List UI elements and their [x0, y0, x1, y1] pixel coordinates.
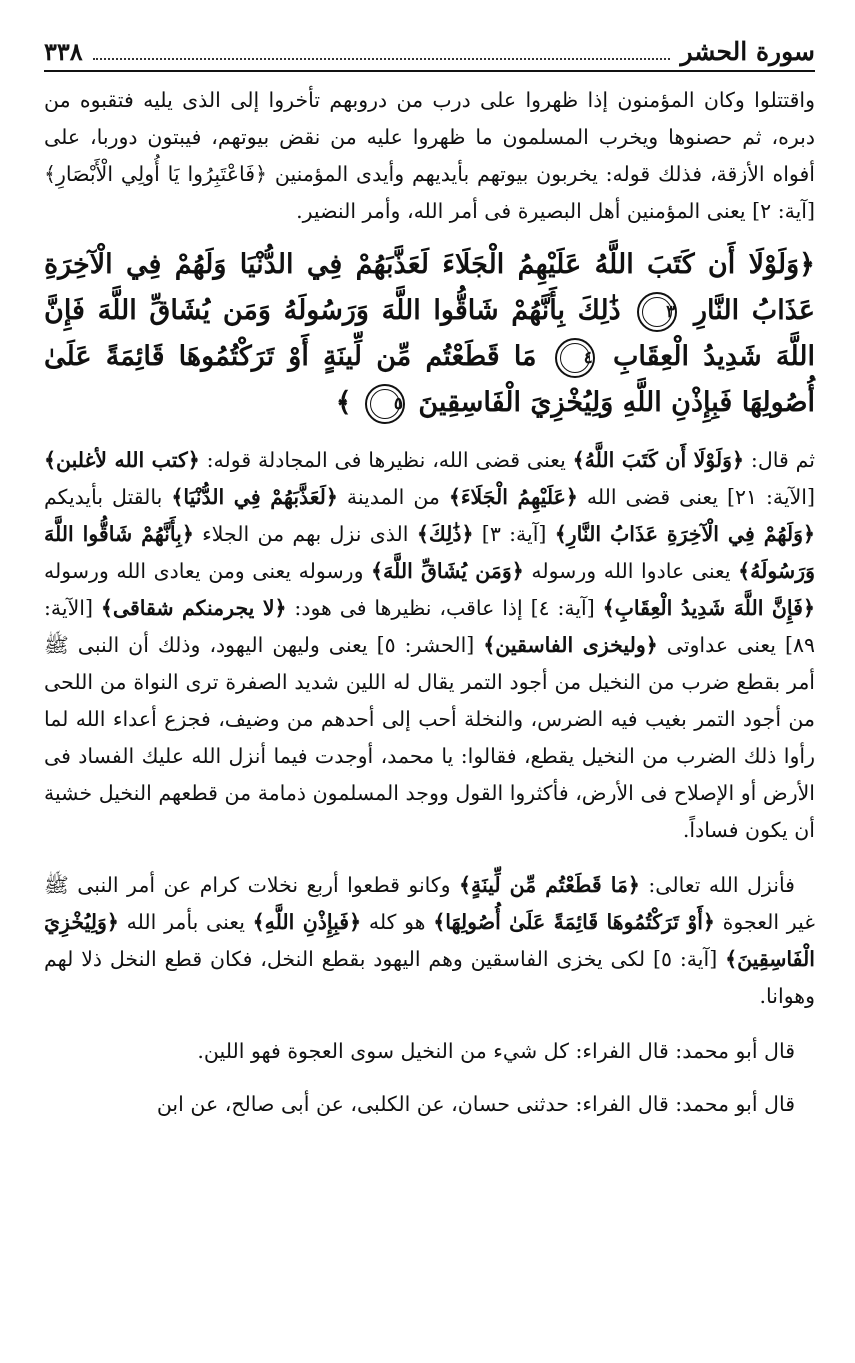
header-dotted-leader — [93, 58, 671, 60]
verse-5-text: مَا قَطَعْتُم مِّن لِّينَةٍ أَوْ تَرَكْتُمُوهَا قَائِمَةً عَلَىٰ أُصُولِهَا فَبِإِذْنِ اللَّهِ وَلِيُخْزِيَ الْفَاسِقِينَ — [44, 341, 815, 418]
text-run: ثم قال: — [744, 448, 815, 472]
text-run: يعنى بأمر الله — [118, 910, 253, 934]
text-run: وكانو قطعوا أربع نخلات كرام عن أمر النبى ﷺ غير العجوة — [44, 873, 815, 934]
quran-quote: ﴿فَبِإِذْنِ اللَّهِ﴾ — [252, 910, 362, 934]
quran-quote: ﴿لَعَذَّبَهُمْ فِي الدُّنْيَا﴾ — [171, 485, 338, 509]
text-run: [الآية: ٢١] يعنى قضى الله — [577, 485, 815, 509]
text-run: [الحشر: ٥] يعنى وليهن اليهود، وذلك أن النبى ﷺ أمر بقطع ضرب من النخيل من أجود التمر يقال له اللين شديد الصفرة ترى النواة من اللحى من أجود التمر بغيب فيه الضرس، والنخلة أحب إلى أحدهم من وضيف، فجزع أعداء الله لما رأوا ذلك الضرب من النخيل يقطع، فقالوا: يا محمد، أوجدت فيما أنزل الله عليك الفساد فى الأرض أو الإصلاح فى الأرض، فأكثروا القول ووجد المسلمون ذمامة من قطعهم النخيل خشية أن يكون فساداً. — [44, 633, 815, 842]
quran-quote: ﴿مَا قَطَعْتُم مِّن لِّينَةٍ﴾ — [459, 873, 640, 897]
text-run: [آية: ٤] إذا عاقب، نظيرها فى هود: — [286, 596, 603, 620]
quran-quote: ﴿وَمَن يُشَاقِّ اللَّهَ﴾ — [371, 559, 524, 583]
quran-quote: ﴿وليخزى الفاسقين﴾ — [483, 633, 658, 657]
text-run: الذى نزل بهم من الجلاء — [193, 522, 417, 546]
quran-quote: ﴿ذَٰلِكَ﴾ — [416, 522, 474, 546]
text-run: [آية: ٣] — [473, 522, 555, 546]
text-run: ورسوله يعنى ومن يعادى الله ورسوله — [44, 559, 372, 583]
text-run: [الآية: ٨٩] يعنى عداوتى — [44, 596, 816, 657]
text-run: بالقتل بأيديكم — [44, 485, 172, 509]
commentary-paragraph-5: قال أبو محمد: قال الفراء: حدثنى حسان، عن الكلبى، عن أبى صالح، عن ابن — [156, 1092, 795, 1116]
quran-quote: ﴿بِأَنَّهُمْ شَاقُّوا اللَّهَ وَرَسُولَهُ﴾ — [44, 522, 815, 583]
commentary-paragraph-2 — [44, 442, 815, 849]
commentary-paragraph-1: واقتتلوا وكان المؤمنون إذا ظهروا على درب من دروبهم تأخروا إلى الذى يليه فتقبوه من دبره، ثم حصنوها ويخرب المسلمون ما ظهروا عليه من نقض بيوتهم، فيبتون دوربا، على أفواه الأزقة، فذلك قوله: يخربون بيوتهم بأيديهم وأيدى المؤمنين ﴿فَاعْتَبِرُوا يَا أُولِي الْأَبْصَارِ﴾ [آية: ٢] يعنى المؤمنين أهل البصيرة فى أمر الله، وأمر النضير. — [44, 88, 815, 223]
quran-quote: ﴿وَلَوْلَا أَن كَتَبَ اللَّهُ﴾ — [572, 448, 745, 472]
verse-3-text: ﴿وَلَوْلَا أَن كَتَبَ اللَّهُ عَلَيْهِمُ الْجَلَاءَ لَعَذَّبَهُمْ فِي الدُّنْيَا وَلَهُمْ فِي الْآخِرَةِ عَذَابُ النَّارِ — [44, 249, 815, 326]
quran-quote: ﴿وَلَهُمْ فِي الْآخِرَةِ عَذَابُ النَّارِ﴾ — [554, 522, 815, 546]
quran-verses-block — [44, 242, 815, 426]
quran-quote: ﴿أَوْ تَرَكْتُمُوهَا قَائِمَةً عَلَىٰ أُصُولِهَا﴾ — [433, 910, 715, 934]
surah-title: سورة الحشر — [680, 37, 815, 66]
text-run: من المدينة — [337, 485, 449, 509]
quran-quote: ﴿لا يجرمنكم شقاقى﴾ — [100, 596, 287, 620]
text-run: [آية: ٥] لكى يخزى الفاسقين وهم اليهود بقطع النخل، فكان قطع النخل ذلا لهم وهوانا. — [44, 947, 815, 1008]
text-run: فأنزل الله تعالى: — [639, 873, 795, 897]
text-run: يعنى قضى الله، نظيرها فى المجادلة قوله: — [199, 448, 573, 472]
quran-quote: ﴿وَلِيُخْزِيَ الْفَاسِقِينَ﴾ — [44, 910, 815, 971]
quran-quote: ﴿عَلَيْهِمُ الْجَلَاءَ﴾ — [448, 485, 578, 509]
verse-4-text: ذَٰلِكَ بِأَنَّهُمْ شَاقُّوا اللَّهَ وَرَسُولَهُ وَمَن يُشَاقِّ اللَّهَ فَإِنَّ اللَّهَ شَدِيدُ الْعِقَابِ — [44, 295, 816, 372]
quran-quote: ﴿كتب الله لأغلبن﴾ — [44, 448, 200, 472]
text-run: يعنى عادوا الله ورسوله — [523, 559, 739, 583]
page-number: ٣٣٨ — [44, 37, 83, 66]
verse-number-marker: ٣ — [637, 292, 677, 332]
verse-closing-bracket: ﴾ — [335, 387, 352, 418]
verse-number-marker: ٥ — [365, 384, 405, 424]
commentary-paragraph-3 — [44, 867, 815, 1015]
page-header — [44, 26, 815, 72]
quran-quote: ﴿فَإِنَّ اللَّهَ شَدِيدُ الْعِقَابِ﴾ — [602, 596, 815, 620]
verse-number-marker: ٤ — [555, 338, 595, 378]
commentary-paragraph-4: قال أبو محمد: قال الفراء: كل شيء من النخيل سوى العجوة فهو اللين. — [197, 1039, 795, 1063]
text-run: هو كله — [361, 910, 434, 934]
